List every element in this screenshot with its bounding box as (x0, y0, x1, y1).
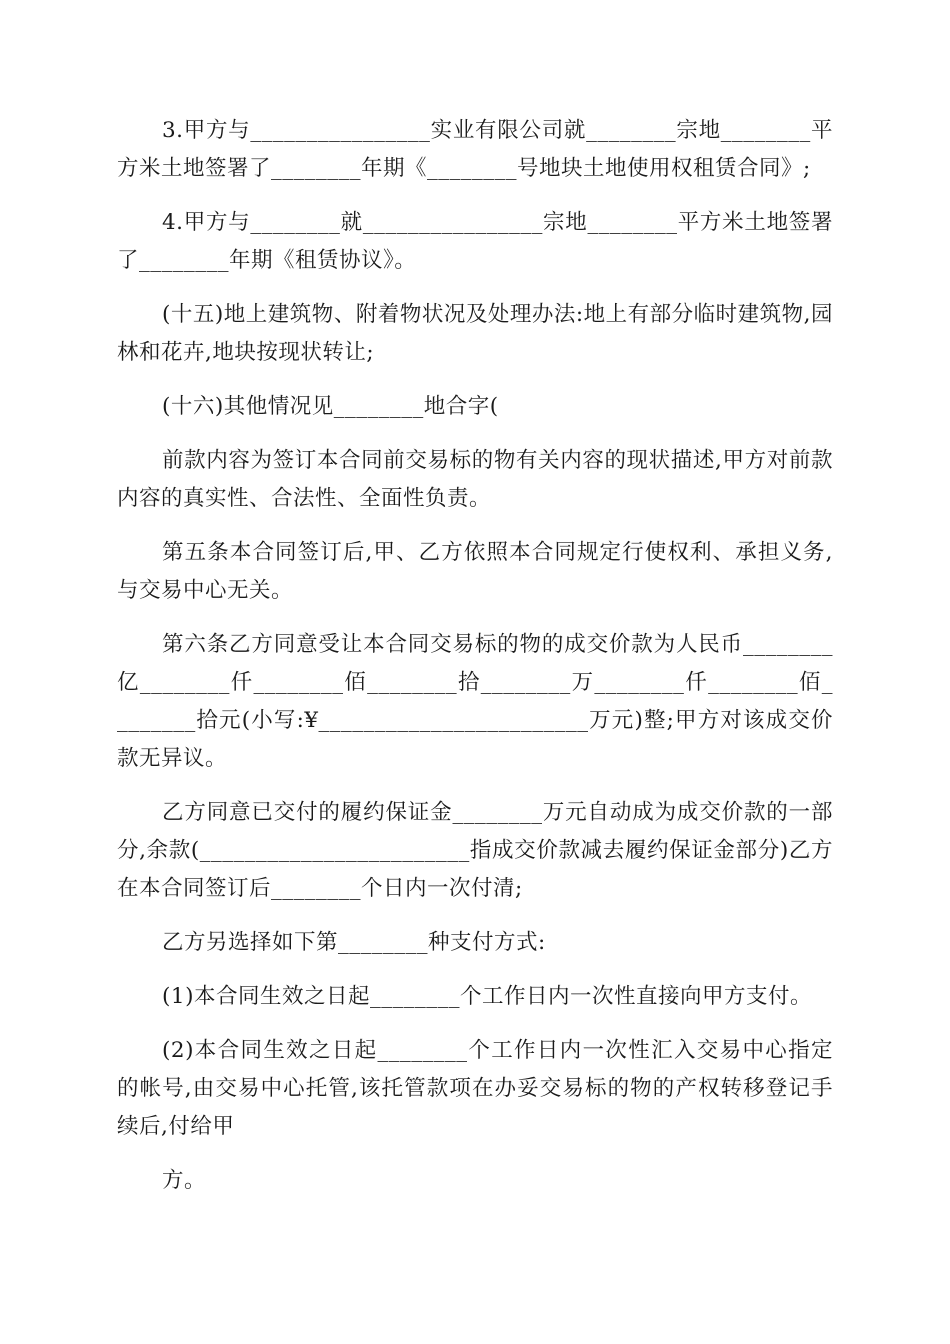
paragraph-clause-3: 3.甲方与________________实业有限公司就________宗地________平方米土地签署了________年期《________号地块土地使用权租赁合同》; (117, 118, 833, 181)
paragraph-payment-option-2: (2)本合同生效之日起________个工作日内一次性汇入交易中心指定的帐号,由交易中心托管,该托管款项在办妥交易标的物的产权转移登记手续后,付给甲 (117, 1038, 833, 1139)
paragraph-payment-option-1: (1)本合同生效之日起________个工作日内一次性直接向甲方支付。 (162, 984, 812, 1009)
paragraph-article-6: 第六条乙方同意受让本合同交易标的物的成交价款为人民币________亿________仟________佰________拾________万________仟________佰________拾元(小写:¥________________________万元)整;甲方对该成交价款无异议。 (117, 632, 833, 771)
paragraph-status-statement: 前款内容为签订本合同前交易标的物有关内容的现状描述,甲方对前款内容的真实性、合法性、全面性负责。 (117, 448, 833, 511)
paragraph-deposit: 乙方同意已交付的履约保证金________万元自动成为成交价款的一部分,余款(________________________指成交价款减去履约保证金部分)乙方在本合同签订后________个日内一次付清; (117, 800, 833, 901)
document-page (117, 112, 833, 1216)
paragraph-continuation: 方。 (162, 1168, 207, 1193)
paragraph-item-16: (十六)其他情况见________地合字( (162, 394, 499, 419)
paragraph-clause-4: 4.甲方与________就________________宗地________平方米土地签署了________年期《租赁协议》。 (117, 210, 833, 273)
paragraph-item-15: (十五)地上建筑物、附着物状况及处理办法:地上有部分临时建筑物,园林和花卉,地块按现状转让; (117, 302, 833, 365)
paragraph-article-5: 第五条本合同签订后,甲、乙方依照本合同规定行使权利、承担义务,与交易中心无关。 (117, 540, 833, 603)
paragraph-payment-method: 乙方另选择如下第________种支付方式: (162, 930, 546, 955)
